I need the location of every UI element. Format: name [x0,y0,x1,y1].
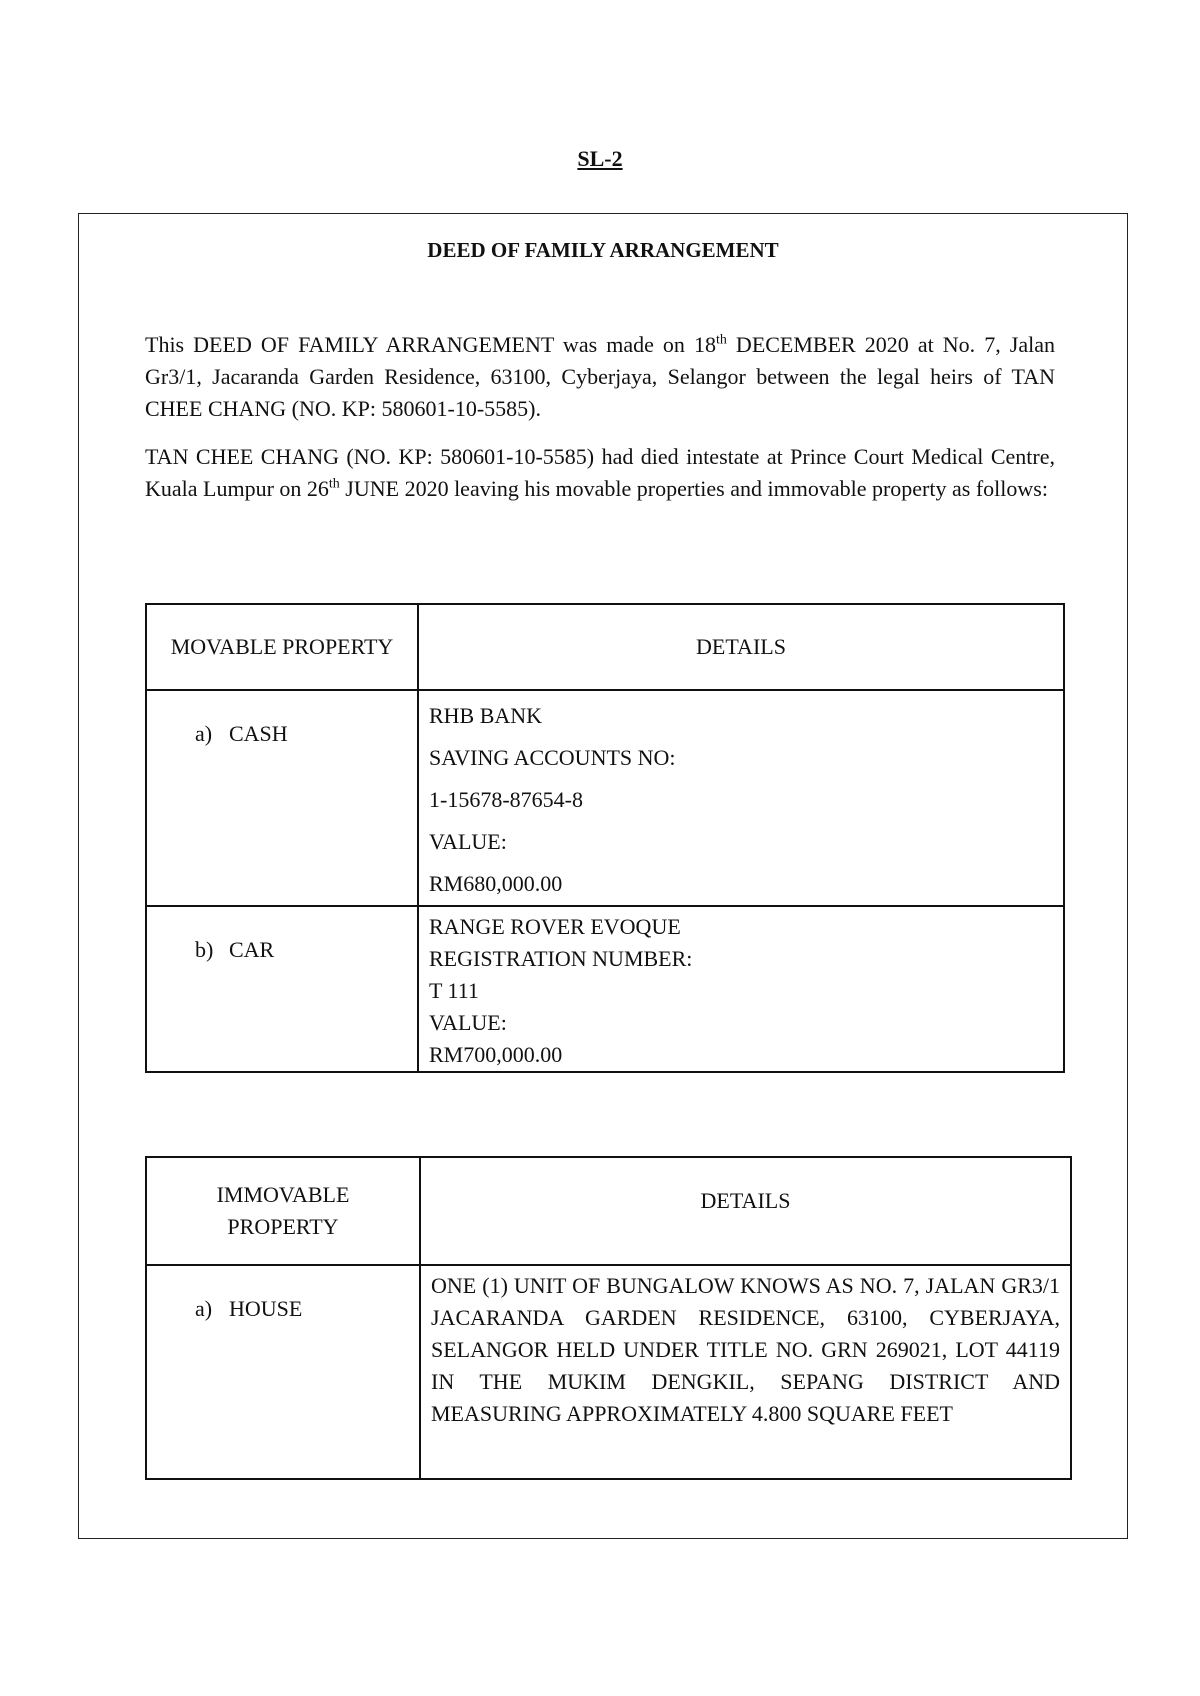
row-label-house: a) HOUSE [146,1265,420,1479]
deed-frame [78,213,1128,1539]
deed-title: DEED OF FAMILY ARRANGEMENT [427,238,779,262]
table-row [146,906,1064,1072]
column-header-details: DETAILS [420,1157,1071,1265]
table-header-row [146,1157,1071,1265]
column-header-movable-property: MOVABLE PROPERTY [146,604,418,690]
column-header-details: DETAILS [418,604,1064,690]
table-row [146,1265,1071,1479]
page-reference: SL-2 [577,146,623,171]
table-header-row [146,604,1064,690]
column-header-immovable-property: IMMOVABLE PROPERTY [146,1157,420,1265]
row-label-car: b) CAR [146,906,418,1072]
table-row [146,690,1064,906]
house-details: ONE (1) UNIT OF BUNGALOW KNOWS AS NO. 7, JALAN GR3/1 JACARANDA GARDEN RESIDENCE, 63100, CYBERJAYA, SELANGOR HELD UNDER TITLE NO. GRN 269021, LOT 44119 IN THE MUKIM DENGKIL, SEPANG DISTRICT AND MEASURING APPROXIMATELY 4.800 SQUARE FEET [420,1265,1071,1479]
immovable-property-table [145,1156,1072,1480]
row-label-cash: a) CASH [146,690,418,906]
deceased-paragraph: TAN CHEE CHANG (NO. KP: 580601-10-5585) had died intestate at Prince Court Medical Centre, Kuala Lumpur on 26th JUNE 2020 leaving his movable properties and immovable property as follows: [145,444,1055,501]
cash-details: RHB BANK SAVING ACCOUNTS NO: 1-15678-87654-8 VALUE: RM680,000.00 [418,690,1064,906]
movable-property-table [145,603,1065,1073]
car-details: RANGE ROVER EVOQUE REGISTRATION NUMBER: T 111 VALUE: RM700,000.00 [418,906,1064,1072]
intro-paragraph: This DEED OF FAMILY ARRANGEMENT was made on 18th DECEMBER 2020 at No. 7, Jalan Gr3/1, Jacaranda Garden Residence, 63100, Cyberjaya, Selangor between the legal heirs of TAN CHEE CHANG (NO. KP: 580601-10-5585). [145,332,1055,421]
